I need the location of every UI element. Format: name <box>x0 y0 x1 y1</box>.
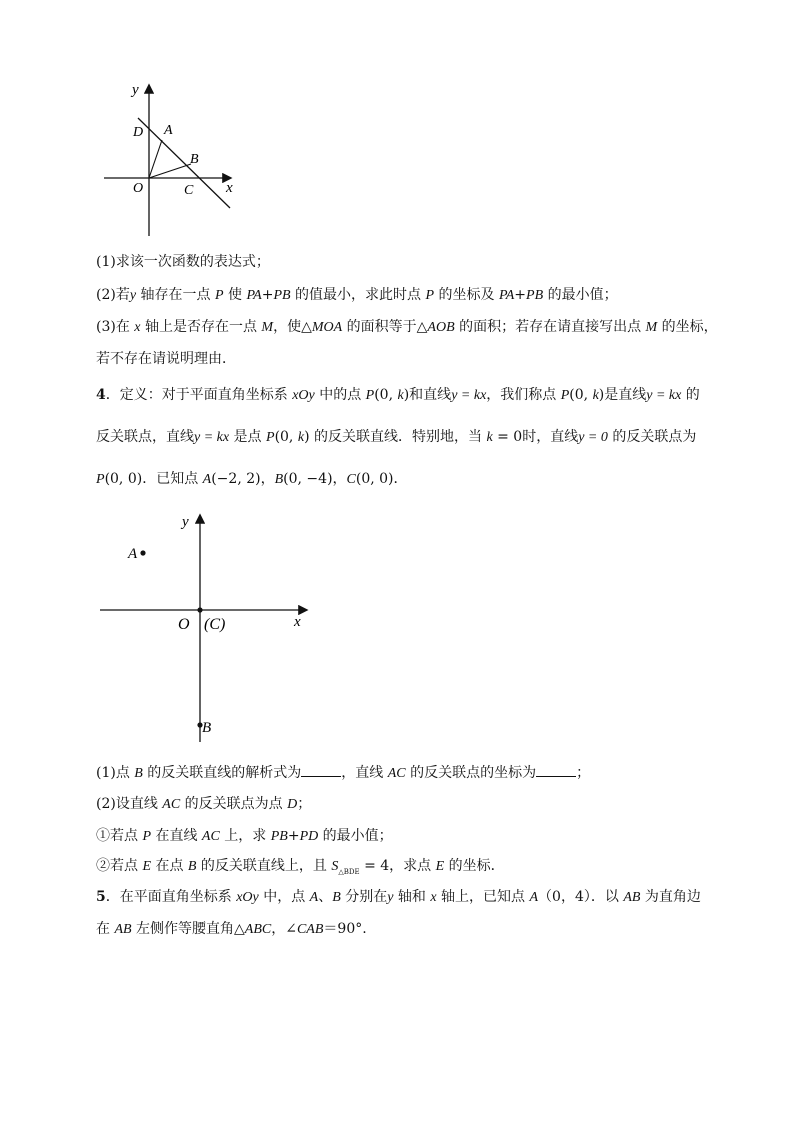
label-A: A <box>164 123 173 138</box>
point-O <box>197 607 202 612</box>
label-y: y <box>132 82 139 98</box>
problem3-q3-continued: 若不存在请说明理由． <box>96 351 236 367</box>
label-y: y <box>182 514 189 530</box>
problem3-q1: (1)求该一次函数的表达式； <box>96 254 270 270</box>
problem4-q2-part1: ①若点 P 在直线 AC 上，求 PB+PD 的最小值； <box>96 828 393 844</box>
label-O: O <box>133 181 144 196</box>
problem4-definition-line2: 反关联点，直线y = kx 是点 P(0, k) 的反关联直线．特别地，当 k = 0时，直线y = 0 的反关联点为 <box>96 429 697 445</box>
problem5-line2: 在 AB 左侧作等腰直角△ABC，∠CAB＝90°. <box>96 921 367 937</box>
label-C: C <box>184 183 194 198</box>
problem4-q2-part2: ②若点 E 在点 B 的反关联直线上，且 $S_{\triangle BDE} = 4$，求点 E 的坐标． <box>96 858 505 876</box>
label-A: A <box>128 546 138 562</box>
answer-blank-2[interactable] <box>536 762 576 777</box>
label-O: O <box>178 616 190 633</box>
label-B: B <box>202 720 212 736</box>
segment-OB <box>149 164 191 178</box>
figure-linear-function <box>100 78 240 238</box>
label-x: x <box>226 180 233 196</box>
problem5-line1: 5．在平面直角坐标系 xOy 中，点 A、B 分别在y 轴和 x 轴上，已知点 A（0，4）．以 AB 为直角边 <box>96 889 701 905</box>
label-D: D <box>133 125 144 140</box>
answer-blank-1[interactable] <box>301 762 341 777</box>
point-A <box>140 550 145 555</box>
label-B: B <box>190 152 199 167</box>
segment-OA <box>149 140 162 178</box>
label-x: x <box>294 614 301 630</box>
label-C: (C) <box>204 616 226 633</box>
figure-coordinate-plane <box>96 508 316 744</box>
problem3-q3: (3)在 x 轴上是否存在一点 M，使△MOA 的面积等于△AOB 的面积；若存在请直接写出点 M 的坐标， <box>96 319 718 335</box>
problem4-q1: (1)点 B 的反关联直线的解析式为 ，直线 AC 的反关联点的坐标为 ； <box>96 762 590 784</box>
problem4-given-points: P(0, 0)．已知点 A(−2, 2)，B(0, −4)，C(0, 0)． <box>96 471 408 487</box>
problem4-q2: (2)设直线 AC 的反关联点为点 D； <box>96 796 312 812</box>
problem4-definition-line1: 4．定义：对于平面直角坐标系 xOy 中的点 P(0, k)和直线y = kx，我们称点 P(0, k)是直线y = kx 的 <box>96 387 700 403</box>
problem3-q2: (2)若y 轴存在一点 P 使 PA+PB 的值最小，求此时点 P 的坐标及 PA+PB 的最小值； <box>96 287 618 303</box>
